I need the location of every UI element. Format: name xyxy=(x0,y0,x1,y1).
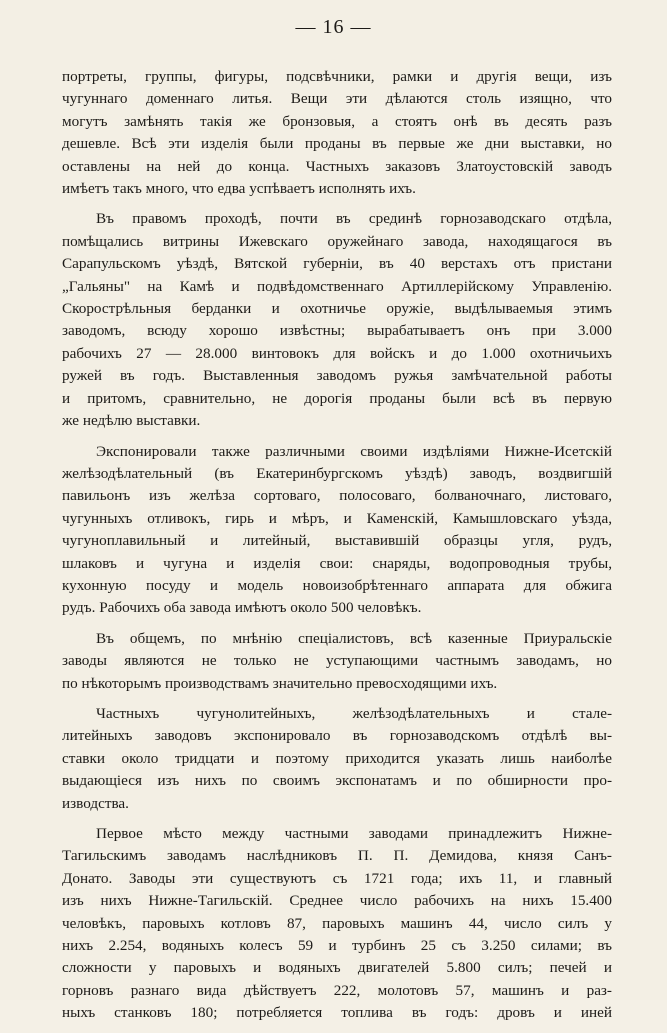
text-line: сложности у паровыхъ и водяныхъ двигателей 5.800 силъ; печей и xyxy=(62,959,612,977)
page-number-header: — 16 — xyxy=(295,16,372,38)
text-line: заводомъ, всюду хорошо извѣстны; вырабатываетъ онъ при 3.000 xyxy=(62,322,612,340)
text-line: портреты, группы, фигуры, подсвѣчники, рамки и другія вещи, изъ xyxy=(62,68,612,85)
text-line: Первое мѣсто между частными заводами принадлежитъ Нижне- xyxy=(96,825,612,842)
text-line: рабочихъ 27 — 28.000 винтовокъ для войскъ и до 1.000 охотничьихъ xyxy=(62,344,612,362)
text-line: кухонную посуду и модель новоизобрѣтеннаго аппарата для обжига xyxy=(62,576,612,594)
text-line: Скорострѣльныя берданки и охотничье оружіе, выдѣлываемыя этимъ xyxy=(62,300,612,318)
text-line: чугуноплавильный и литейный, выставившій образцы угля, рудъ, xyxy=(62,532,612,550)
text-line: могутъ замѣнять такія же бронзовыя, а стоятъ онѣ въ десять разъ xyxy=(62,112,612,130)
text-line: Сарапульскомъ уѣздѣ, Вятской губерніи, въ 40 верстахъ отъ пристани xyxy=(62,255,612,273)
text-line: Въ общемъ, по мнѣнію спеціалистовъ, всѣ казенные Приуральскіе xyxy=(96,629,612,647)
text-line: помѣщались витрины Ижевскаго оружейнаго завода, находящагося въ xyxy=(62,232,612,250)
text-line: чугунныхъ отливокъ, гирь и мѣръ, и Каменскій, Камышловскаго уѣзда, xyxy=(62,509,612,527)
text-line: имѣетъ такъ много, что едва успѣваетъ исполнять ихъ. xyxy=(62,180,416,198)
text-line: ныхъ станковъ 180; потребляется топлива въ годъ: дровъ и иней xyxy=(62,1004,612,1022)
paragraph-4 xyxy=(62,628,612,695)
text-line: по нѣкоторымъ производствамъ значительно превосходящими ихъ. xyxy=(62,674,498,692)
text-line: чугуннаго доменнаго литья. Вещи эти дѣлаются столь изящно, что xyxy=(62,90,612,108)
text-line: Экспонировали также различными своими издѣліями Нижне-Исетскій xyxy=(96,442,612,460)
text-line: горновъ разнаго вида дѣйствуетъ 222, молотовъ 57, машинъ и раз- xyxy=(62,981,612,999)
paragraph-2 xyxy=(62,208,612,432)
text-line: оставлены на ней до конца. Частныхъ заказовъ Златоустовскій заводъ xyxy=(62,157,612,175)
text-line: изводства. xyxy=(62,794,129,812)
text-line: Въ правомъ проходѣ, почти въ срединѣ горнозаводскаго отдѣла, xyxy=(96,210,612,228)
text-line: ставки около тридцати и поэтому приходится указать лишь наиболѣе xyxy=(62,749,612,767)
paragraph-6 xyxy=(62,823,612,1025)
paragraph-5 xyxy=(62,703,612,815)
text-line: человѣкъ, паровыхъ котловъ 87, паровыхъ машинъ 44, число силъ у xyxy=(62,914,612,932)
text-line: Донато. Заводы эти существуютъ съ 1721 года; ихъ 11, и главный xyxy=(62,869,612,887)
text-line: нихъ 2.254, водяныхъ колесъ 59 и турбинъ 25 съ 3.250 силами; въ xyxy=(62,937,612,955)
text-line: дешевле. Всѣ эти изделія были проданы въ первые же дни выставки, но xyxy=(62,135,612,153)
text-line: шлаковъ и чугуна и изделія свои: снаряды, водопроводныя трубы, xyxy=(62,554,612,572)
text-line: изъ нихъ Нижне-Тагильскій. Среднее число рабочихъ на нихъ 15.400 xyxy=(62,892,612,910)
paragraph-3 xyxy=(62,441,612,620)
text-line: же недѣлю выставки. xyxy=(62,412,201,430)
text-line: выдающіеся изъ нихъ по своимъ экспонатамъ и по обширности про- xyxy=(62,772,612,790)
text-line: желѣзодѣлательный (въ Екатеринбургскомъ уѣздѣ) заводъ, воздвигшій xyxy=(62,464,612,482)
text-line: Тагильскимъ заводамъ наслѣдниковъ П. П. Демидова, князя Санъ- xyxy=(62,847,612,865)
text-line: павильонъ изъ желѣза сортоваго, полосоваго, болваночнаго, листоваго, xyxy=(62,487,612,505)
paragraph-1 xyxy=(62,66,612,200)
text-line: и притомъ, сравнительно, не дорогія проданы были всѣ въ первую xyxy=(62,389,612,407)
text-line: Частныхъ чугунолитейныхъ, желѣзодѣлательныхъ и стале- xyxy=(96,704,612,722)
text-line: рудъ. Рабочихъ оба завода имѣютъ около 500 человѣкъ. xyxy=(62,599,422,617)
text-line: заводы являются не только не уступающими частнымъ заводамъ, но xyxy=(62,652,612,670)
text-line: литейныхъ заводовъ экспонировало въ горнозаводскомъ отдѣлѣ вы- xyxy=(62,727,612,745)
text-line: „Гальяны" на Камѣ и подвѣдомственнаго Артиллерійскому Управленію. xyxy=(62,277,612,295)
text-line: ружей въ годъ. Выставленныя заводомъ ружья замѣчательной работы xyxy=(62,367,612,385)
body-text xyxy=(62,66,612,1033)
